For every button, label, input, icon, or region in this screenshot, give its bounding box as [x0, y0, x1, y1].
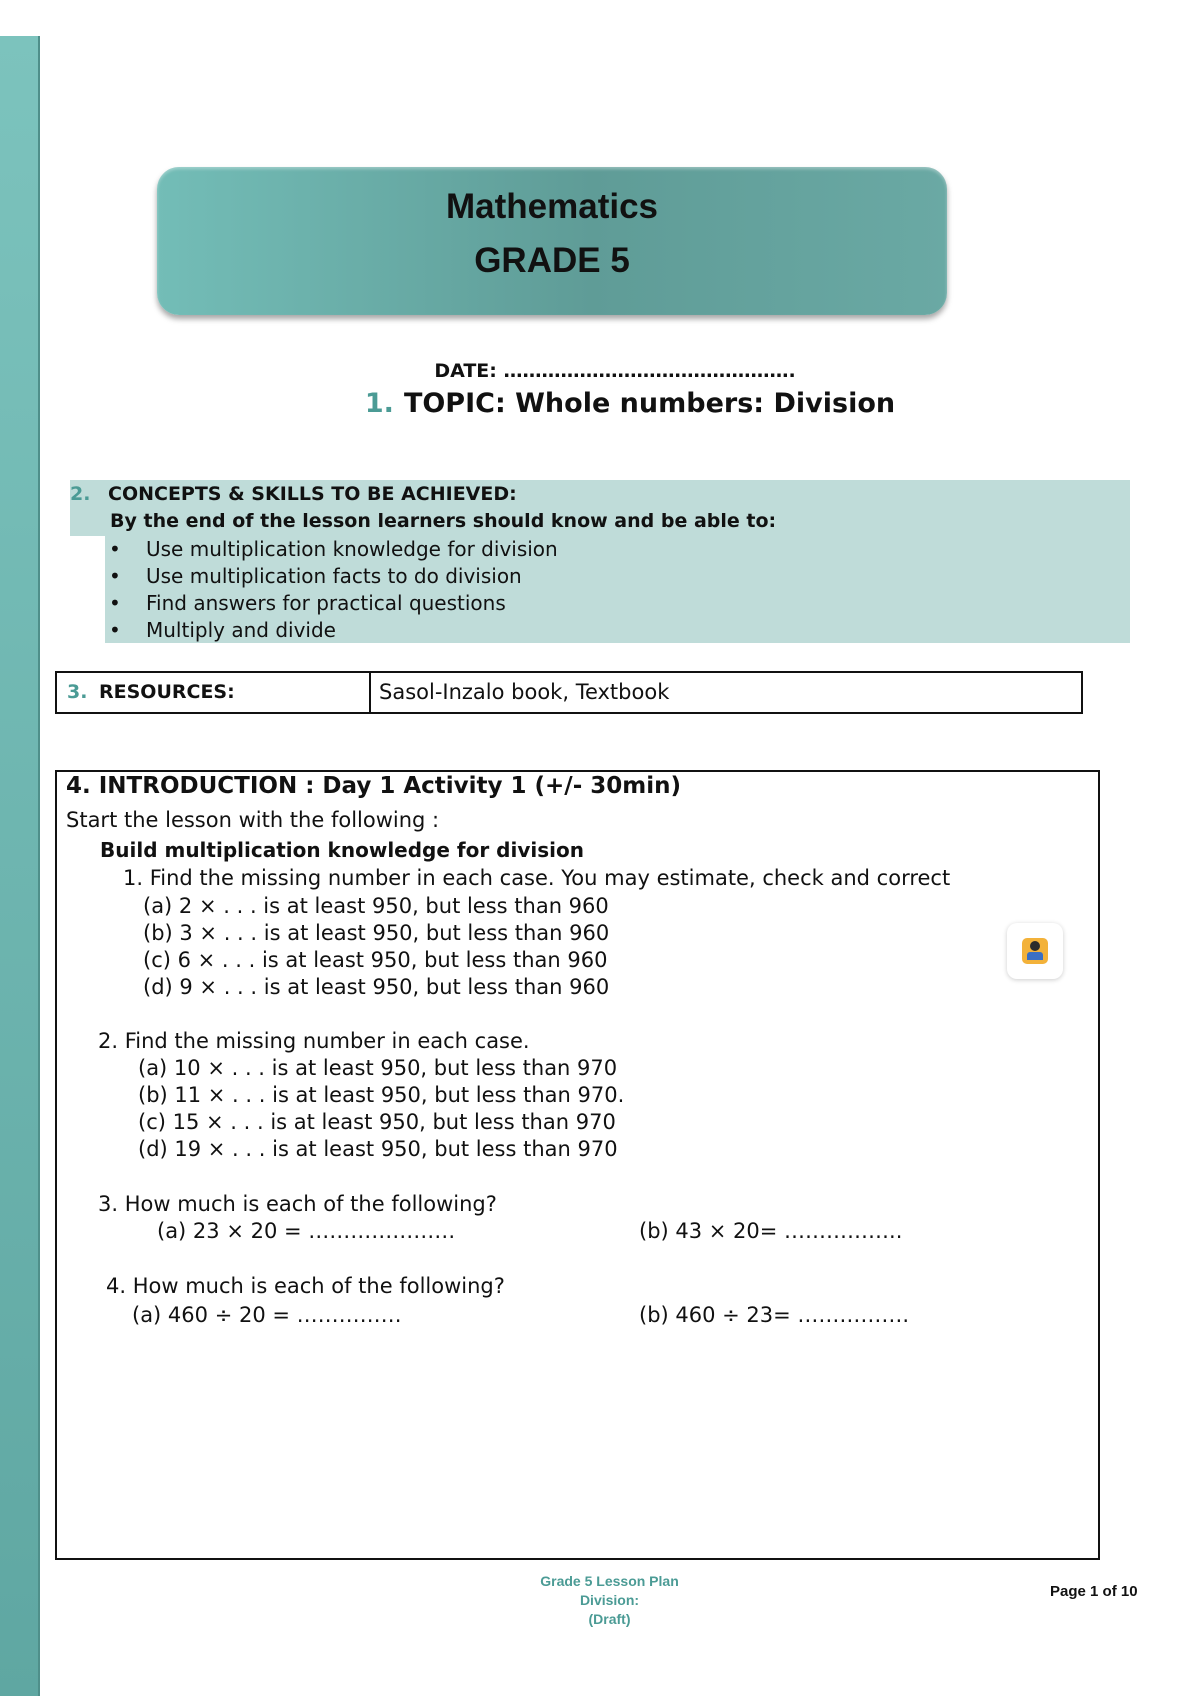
question-3: 3. How much is each of the following? — [98, 1192, 497, 1216]
concepts-subtitle: By the end of the lesson learners should know and be able to: — [110, 510, 777, 532]
resources-label — [57, 673, 371, 712]
question-2-part-c: (c) 15 × . . . is at least 950, but less than 970 — [138, 1110, 616, 1134]
resources-table — [55, 671, 1083, 714]
footer-line-3: (Draft) — [588, 1611, 631, 1627]
side-accent-bar — [0, 36, 40, 1696]
list-item: • Multiply and divide — [105, 617, 558, 644]
concepts-list — [105, 536, 558, 644]
question-1: 1. Find the missing number in each case. You may estimate, check and correct — [123, 866, 951, 890]
footer-title — [0, 1572, 1200, 1629]
footer-line-1: Grade 5 Lesson Plan — [540, 1573, 679, 1589]
question-1-part-d: (d) 9 × . . . is at least 950, but less than 960 — [143, 975, 610, 999]
reader-helper-icon — [1022, 938, 1048, 964]
question-4-part-a: (a) 460 ÷ 20 = …………… — [132, 1303, 402, 1327]
concepts-title — [70, 483, 517, 505]
resources-value: Sasol-Inzalo book, Textbook — [379, 680, 670, 704]
question-2: 2. Find the missing number in each case. — [98, 1029, 530, 1053]
list-item: • Use multiplication knowledge for division — [105, 536, 558, 563]
question-2-part-a: (a) 10 × . . . is at least 950, but less than 970 — [138, 1056, 618, 1080]
question-3-part-a: (a) 23 × 20 = ………………… — [157, 1219, 456, 1243]
reader-helper-button[interactable] — [1007, 923, 1063, 979]
question-3-part-b: (b) 43 × 20= …………….. — [639, 1219, 903, 1243]
question-4-part-b: (b) 460 ÷ 23= ……………. — [639, 1303, 910, 1327]
subject-title: Mathematics — [445, 187, 659, 226]
question-1-part-a: (a) 2 × . . . is at least 950, but less than 960 — [143, 894, 609, 918]
topic-heading — [0, 388, 1200, 419]
question-2-part-b: (b) 11 × . . . is at least 950, but less than 970. — [138, 1083, 625, 1107]
resources-number: 3. — [67, 681, 88, 703]
resources-label-text: RESOURCES: — [99, 681, 235, 703]
grade-title: GRADE 5 — [474, 241, 630, 280]
page-number: Page 1 of 10 — [1050, 1583, 1138, 1600]
title-banner — [157, 167, 947, 315]
question-1-part-b: (b) 3 × . . . is at least 950, but less than 960 — [143, 921, 610, 945]
question-1-part-c: (c) 6 × . . . is at least 950, but less than 960 — [143, 948, 608, 972]
introduction-lead: Start the lesson with the following : — [66, 808, 440, 832]
footer-line-2: Division: — [579, 1592, 640, 1608]
introduction-title: 4. INTRODUCTION : Day 1 Activity 1 (+/- 30min) — [66, 773, 682, 799]
list-item: • Use multiplication facts to do division — [105, 563, 558, 590]
list-item: • Find answers for practical questions — [105, 590, 558, 617]
concepts-title-text: CONCEPTS & SKILLS TO BE ACHIEVED: — [108, 483, 517, 505]
concepts-number: 2. — [70, 483, 91, 505]
date-line: DATE: ………………………………………. — [434, 360, 796, 382]
topic-text: TOPIC: Whole numbers: Division — [403, 388, 896, 419]
question-4: 4. How much is each of the following? — [106, 1274, 505, 1298]
topic-number: 1. — [364, 388, 394, 419]
question-2-part-d: (d) 19 × . . . is at least 950, but less than 970 — [138, 1137, 618, 1161]
introduction-heading: Build multiplication knowledge for division — [100, 838, 584, 862]
